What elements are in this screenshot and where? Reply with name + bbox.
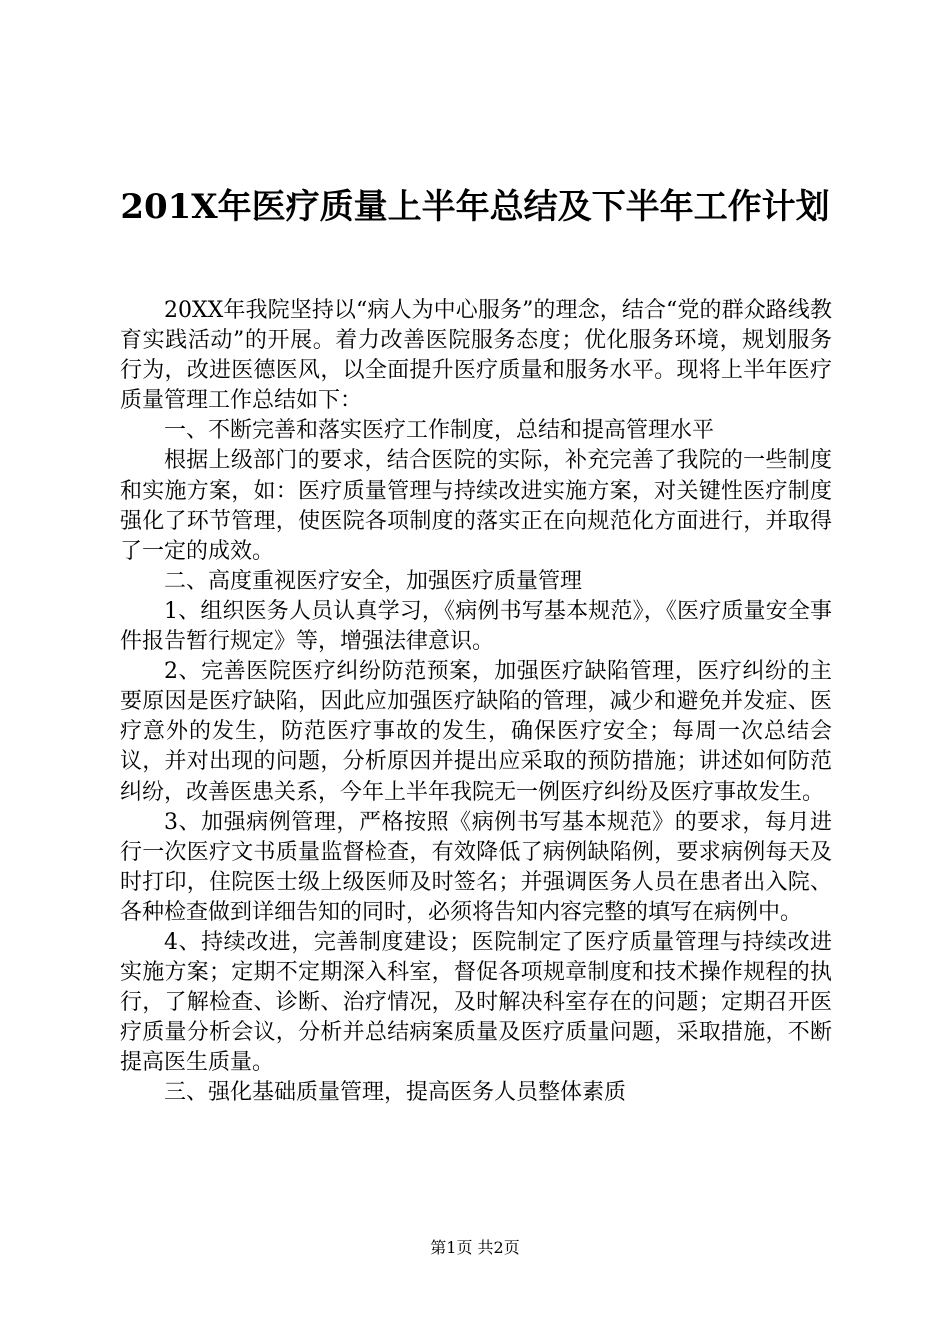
- paragraph-intro: 20XX年我院坚持以“病人为中心服务”的理念，结合“党的群众路线教育实践活动”的开展。着力改善医院服务态度；优化服务环境，规划服务行为，改进医德医风，以全面提升医疗质量和服务水平。现将上半年医疗质量管理工作总结如下：: [120, 298, 832, 414]
- paragraph: 3、加强病例管理，严格按照《病例书写基本规范》的要求，每月进行一次医疗文书质量监督检查，有效降低了病例缺陷例，要求病例每天及时打印，住院医士级上级医师及时签名；并强调医务人员在患者出入院、各种检查做到详细告知的同时，必须将告知内容完整的填写在病例中。: [120, 809, 832, 925]
- document-title: 201X年医疗质量上半年总结及下半年工作计划: [120, 187, 830, 227]
- paragraph: 根据上级部门的要求，结合医院的实际，补充完善了我院的一些制度和实施方案，如：医疗质量管理与持续改进实施方案，对关键性医疗制度强化了环节管理，使医院各项制度的落实正在向规范化方面进行，并取得了一定的成效。: [120, 448, 832, 564]
- document-body: [120, 296, 832, 1109]
- page-footer: 第1页 共2页: [430, 1238, 520, 1257]
- paragraph: 2、完善医院医疗纠纷防范预案，加强医疗缺陷管理，医疗纠纷的主要原因是医疗缺陷，因此应加强医疗缺陷的管理，减少和避免并发症、医疗意外的发生，防范医疗事故的发生，确保医疗安全；每周一次总结会议，并对出现的问题，分析原因并提出应采取的预防措施；讲述如何防范纠纷，改善医患关系，今年上半年我院无一例医疗纠纷及医疗事故发生。: [120, 659, 832, 805]
- section-heading-1: 一、不断完善和落实医疗工作制度，总结和提高管理水平: [164, 418, 715, 444]
- section-heading-3: 三、强化基础质量管理，提高医务人员整体素质: [164, 1080, 627, 1106]
- paragraph: 1、组织医务人员认真学习，《病例书写基本规范》，《医疗质量安全事件报告暂行规定》等，增强法律意识。: [120, 598, 832, 655]
- section-heading-2: 二、高度重视医疗安全，加强医疗质量管理: [164, 568, 583, 594]
- paragraph: 4、持续改进，完善制度建设；医院制定了医疗质量管理与持续改进实施方案；定期不定期深入科室，督促各项规章制度和技术操作规程的执行，了解检查、诊断、治疗情况，及时解决科室存在的问题；定期召开医疗质量分析会议，分析并总结病案质量及医疗质量问题，采取措施，不断提高医生质量。: [120, 929, 832, 1076]
